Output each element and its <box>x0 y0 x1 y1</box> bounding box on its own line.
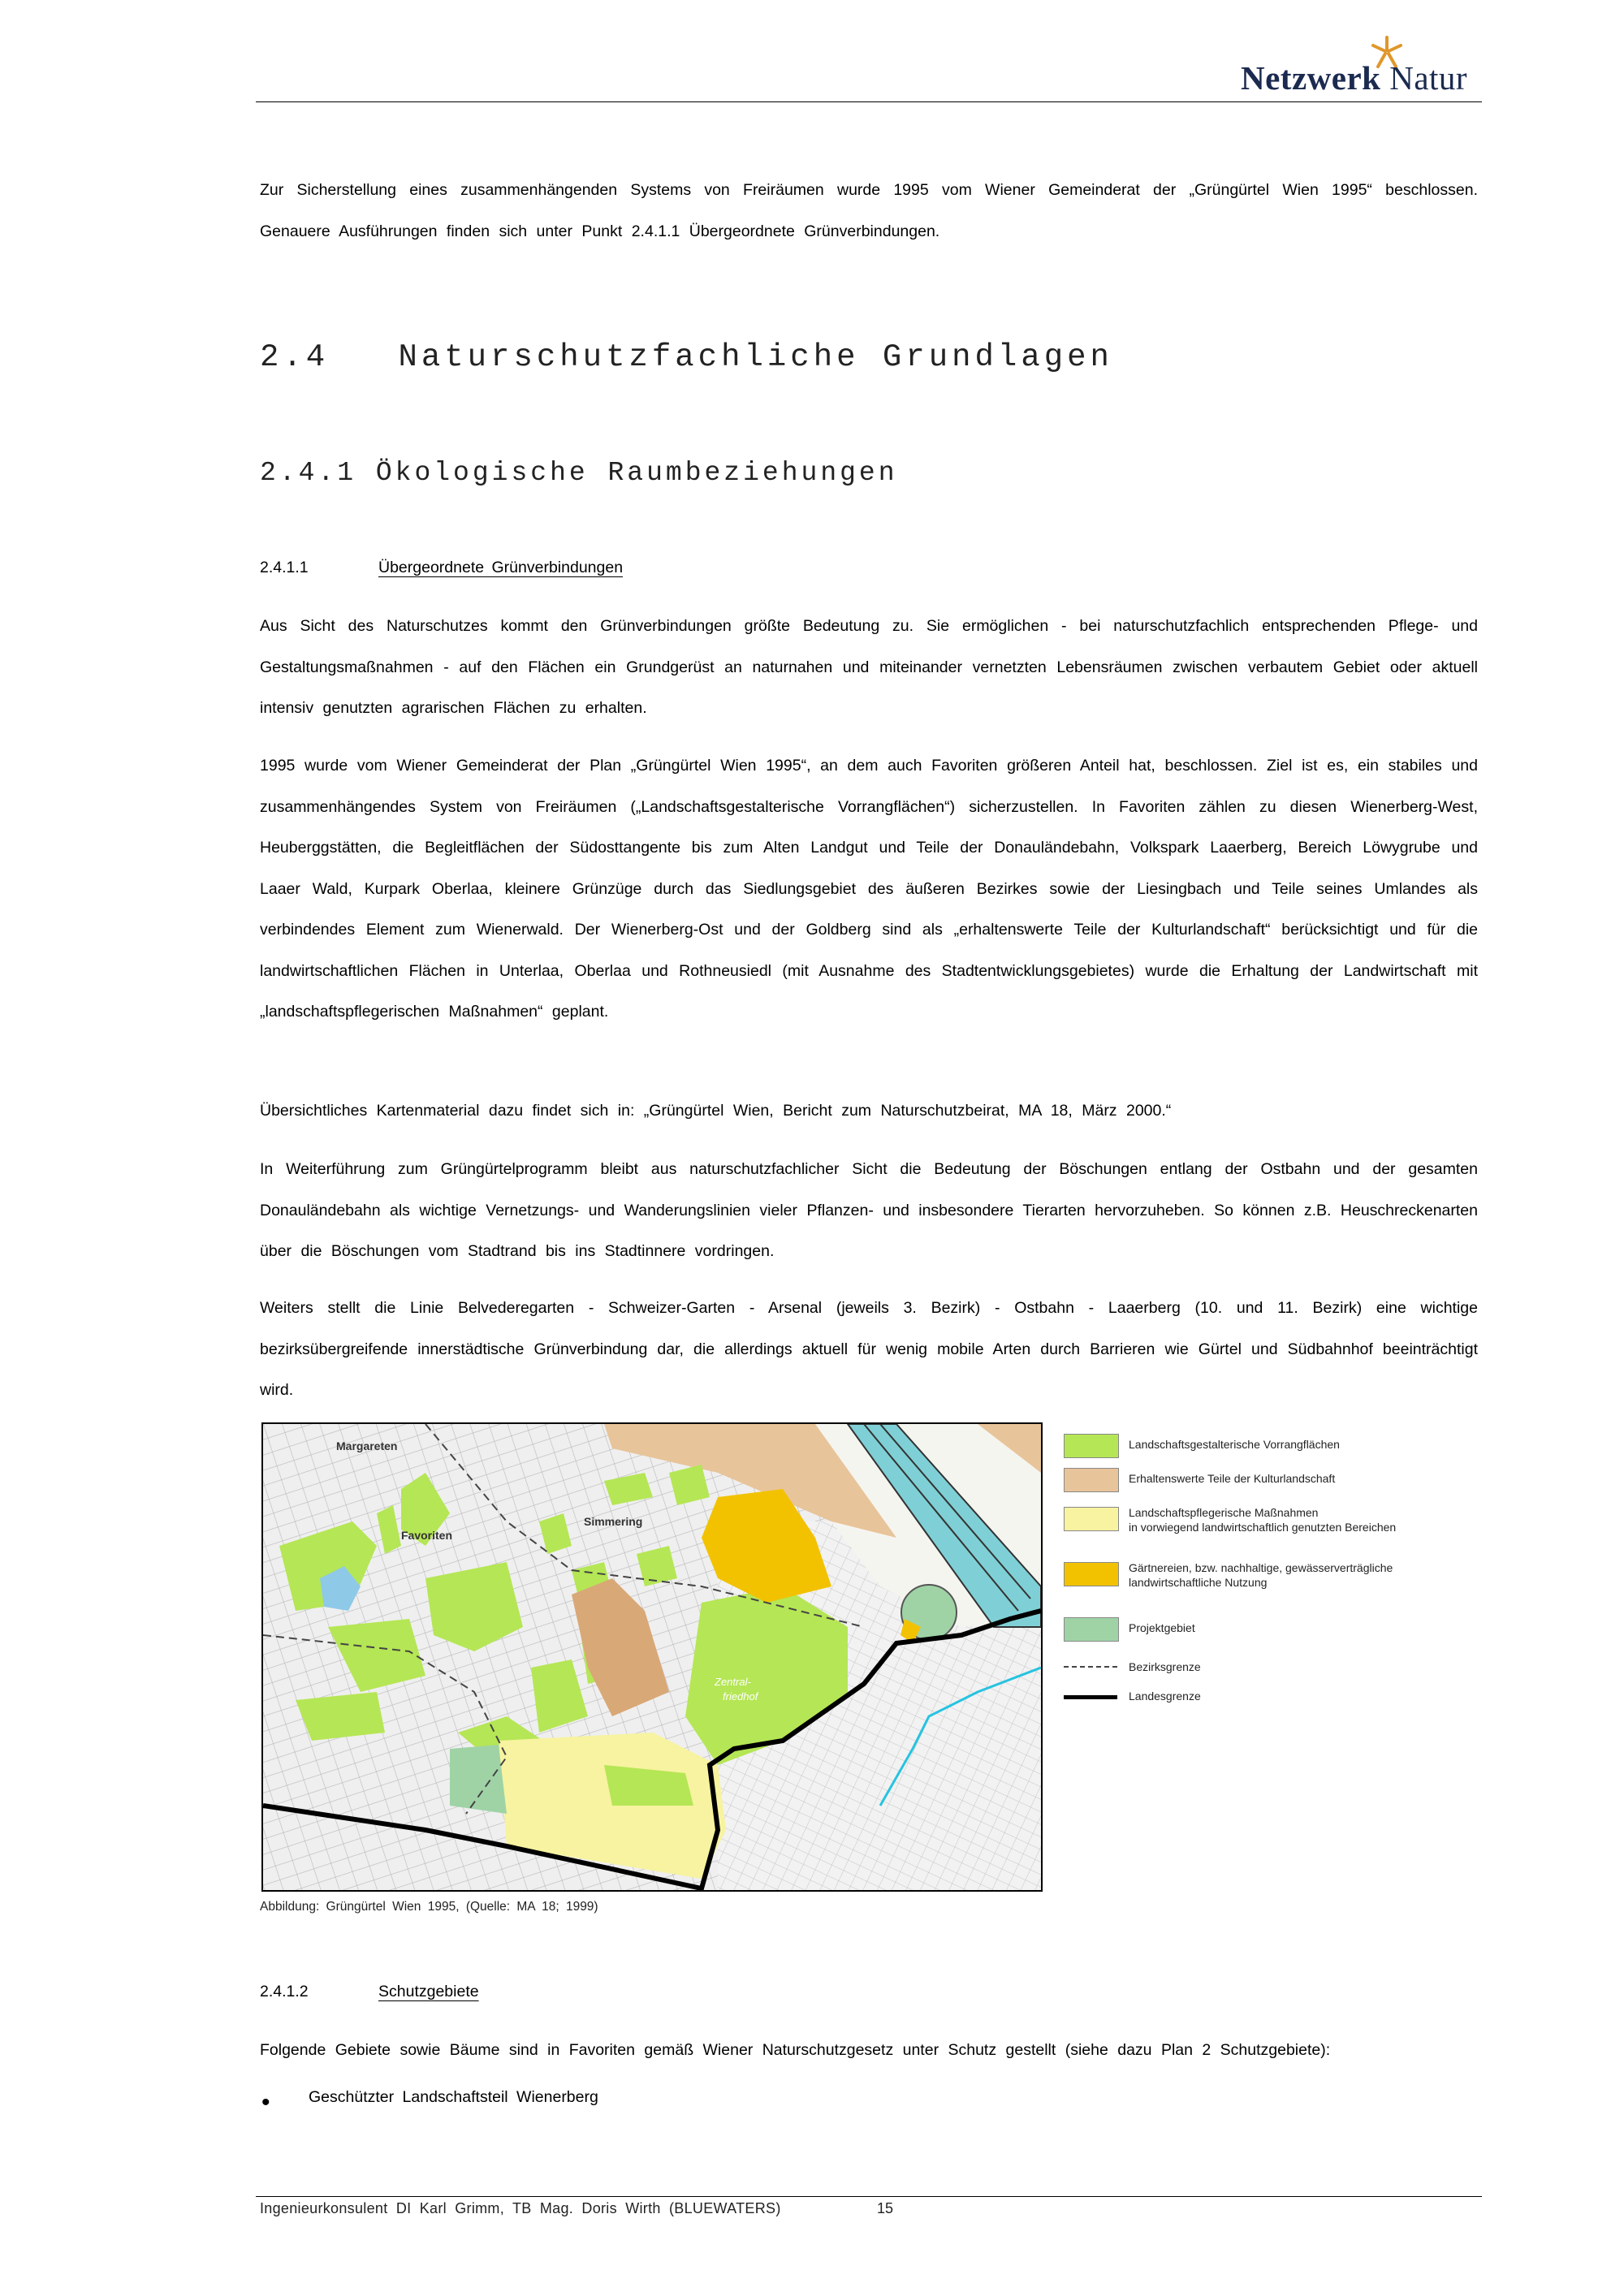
legend-label: Projektgebiet <box>1129 1621 1195 1634</box>
bullet-item: Geschützter Landschaftsteil Wienerberg <box>309 2088 598 2106</box>
sub1-title: Übergeordnete Grünverbindungen <box>378 559 624 576</box>
legend-line-dashed <box>1064 1666 1117 1668</box>
legend-label: Erhaltenswerte Teile der Kulturlandschaft <box>1129 1472 1336 1485</box>
map-label-zentral-2: friedhof <box>723 1690 758 1703</box>
logo-text-regular: Natur <box>1389 59 1468 97</box>
legend-label: Landesgrenze <box>1129 1690 1201 1703</box>
sub1-paragraph-4: In Weiterführung zum Grüngürtelprogramm bleibt aus naturschutzfachlicher Sicht die Bedeutung der Böschungen entlang der Ostbahn und der gesamten Donauländebahn als wichtige Vernetzungs- und Wanderungslinien vieler Pflanzen- und insbesondere Tierarten hervorzuheben. So können z.B. Heuschreckenarten über die Böschungen vom Stadtrand bis ins Stadtinnere vordringen. <box>260 1160 1478 1260</box>
logo-text-bold: Netzwerk <box>1241 59 1381 97</box>
legend-label: Gärtnereien, bzw. nachhaltige, gewässerverträgliche <box>1129 1561 1393 1574</box>
logo <box>1241 58 1467 97</box>
map-figure <box>261 1422 1043 1892</box>
section-title: Naturschutzfachliche Grundlagen <box>398 339 1113 375</box>
legend-swatch <box>1064 1507 1119 1531</box>
sub1-number: 2.4.1.1 <box>260 559 309 576</box>
header-divider <box>256 101 1482 102</box>
bullet-dot-icon: • <box>261 2089 270 2116</box>
sub1-paragraph-3: Übersichtliches Kartenmaterial dazu findet sich in: „Grüngürtel Wien, Bericht zum Naturschutzbeirat, MA 18, März 2000.“ <box>260 1102 1172 1120</box>
sub2-number: 2.4.1.2 <box>260 1983 309 2000</box>
sub2-title: Schutzgebiete <box>378 1983 479 2000</box>
map-graphic <box>263 1424 1041 1890</box>
subsection-number: 2.4.1 <box>260 458 357 488</box>
legend-label: Landschaftspflegerische Maßnahmen <box>1129 1506 1319 1519</box>
section-heading <box>260 339 1113 375</box>
sub2-paragraph: Folgende Gebiete sowie Bäume sind in Favoriten gemäß Wiener Naturschutzgesetz unter Schutz gestellt (siehe dazu Plan 2 Schutzgebiete): <box>260 2041 1331 2059</box>
legend-label-line2: in vorwiegend landwirtschaftlich genutzten Bereichen <box>1129 1521 1397 1534</box>
footer-divider <box>256 2196 1482 2197</box>
footer-text: Ingenieurkonsulent DI Karl Grimm, TB Mag. Doris Wirth (BLUEWATERS) <box>260 2200 781 2216</box>
sub1-paragraph-5: Weiters stellt die Linie Belvederegarten - Schweizer-Garten - Arsenal (jeweils 3. Bezirk) - Ostbahn - Laaerberg (10. und 11. Bezirk) eine wichtige bezirksübergreifende innerstädtische Grünverbindung dar, die allerdings aktuell für wenig mobile Arten durch Barrieren wie Gürtel und Südbahnhof beeinträchtigt wird. <box>260 1299 1478 1399</box>
legend-label-line2: landwirtschaftliche Nutzung <box>1129 1576 1268 1589</box>
sub1-paragraph-2: 1995 wurde vom Wiener Gemeinderat der Plan „Grüngürtel Wien 1995“, an dem auch Favoriten größeren Anteil hat, beschlossen. Ziel ist es, ein stabiles und zusammenhängendes System von Freiräumen („Landschaftsgestalterische Vorrangflächen“) sicherzustellen. In Favoriten zählen zu diesen Wienerberg-West, Heuberggstätten, die Begleitflächen der Südosttangente bis zum Alten Landgut und Teile der Donauländebahn, Volkspark Laaerberg, Bereich Löwygrube und Laaer Wald, Kurpark Oberlaa, kleinere Grünzüge durch das Siedlungsgebiet des äußeren Bezirkes sowie der Liesingbach und Teile seines Umlandes als verbindendes Element zum Wienerwald. Der Wienerberg-Ost und der Goldberg sind als „erhaltenswerte Teile der Kulturlandschaft“ berücksichtigt und für die landwirtschaftlichen Flächen in Unterlaa, Oberlaa und Rothneusiedl (mit Ausnahme des Stadtentwicklungsgebietes) wurde die Erhaltung der Landwirtschaft mit „landschaftspflegerischen Maßnahmen“ geplant. <box>260 757 1478 1021</box>
legend-swatch <box>1064 1617 1119 1642</box>
page-number: 15 <box>877 2200 894 2216</box>
map-label-zentral-1: Zentral- <box>715 1676 751 1688</box>
legend-line-solid <box>1064 1695 1117 1699</box>
sub1-paragraph-1: Aus Sicht des Naturschutzes kommt den Grünverbindungen größte Bedeutung zu. Sie ermöglichen - bei naturschutzfachlich entsprechenden Pflege- und Gestaltungsmaßnahmen - auf den Flächen ein Grundgerüst an naturnahen und miteinander vernetzten Lebensräumen zwischen verbautem Gebiet oder aktuell intensiv genutzten agrarischen Flächen zu erhalten. <box>260 617 1478 717</box>
legend-swatch <box>1064 1562 1119 1586</box>
map-label-margareten: Margareten <box>336 1439 398 1452</box>
figure-caption: Abbildung: Grüngürtel Wien 1995, (Quelle: MA 18; 1999) <box>260 1900 598 1914</box>
section-number: 2.4 <box>260 339 330 375</box>
legend-label: Bezirksgrenze <box>1129 1660 1201 1673</box>
legend-label: Landschaftsgestalterische Vorrangflächen <box>1129 1438 1340 1451</box>
intro-paragraph: Zur Sicherstellung eines zusammenhängenden Systems von Freiräumen wurde 1995 vom Wiener Gemeinderat der „Grüngürtel Wien 1995“ beschlossen. Genauere Ausführungen finden sich unter Punkt 2.4.1.1 Übergeordnete Grünverbindungen. <box>260 181 1478 240</box>
legend-swatch <box>1064 1434 1119 1458</box>
subsection-title: Ökologische Raumbeziehungen <box>375 458 898 488</box>
map-label-favoriten: Favoriten <box>401 1529 453 1542</box>
subsection-heading <box>260 458 898 488</box>
legend-swatch <box>1064 1468 1119 1492</box>
map-label-simmering: Simmering <box>584 1515 643 1528</box>
